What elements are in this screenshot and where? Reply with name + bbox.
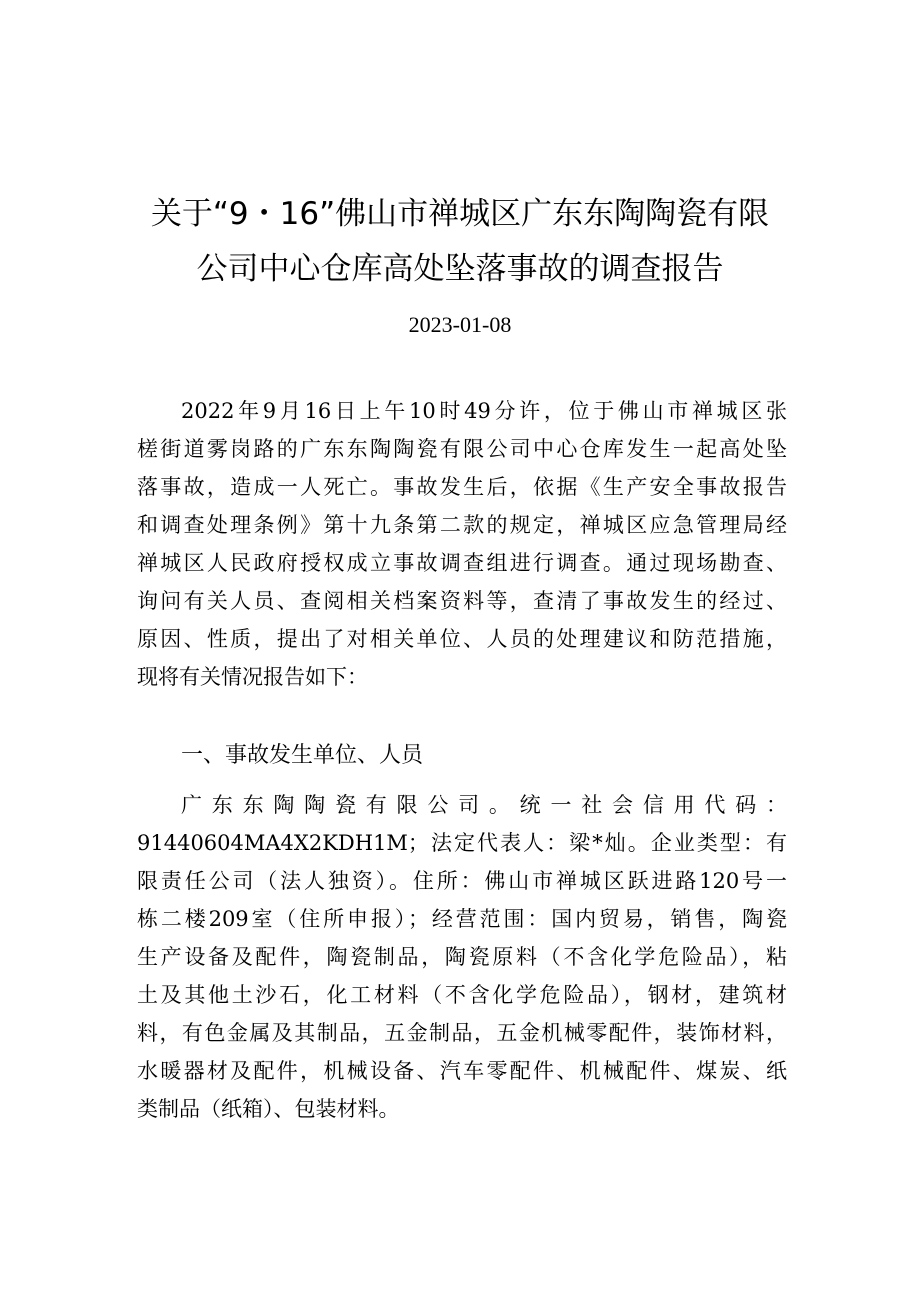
paragraph-line: 土及其他土沙石，化工材料（不含化学危险品），钢材，建筑材 bbox=[137, 983, 787, 1007]
paragraph-line: 生产设备及配件，陶瓷制品，陶瓷原料（不含化学危险品），粘 bbox=[137, 945, 787, 969]
document-title-line-1: 关于“9・16”佛山市禅城区广东东陶陶瓷有限 bbox=[150, 196, 770, 232]
intro-paragraph bbox=[137, 392, 787, 696]
paragraph-line: 槎街道雾岗路的广东东陶陶瓷有限公司中心仓库发生一起高处坠 bbox=[137, 437, 787, 461]
paragraph-line: 询问有关人员、查阅相关档案资料等，查清了事故发生的经过、 bbox=[137, 589, 787, 613]
section-heading: 一、事故发生单位、人员 bbox=[181, 743, 424, 768]
paragraph-line: 91440604MA4X2KDH1M；法定代表人：梁*灿。企业类型：有 bbox=[137, 831, 787, 855]
paragraph-line: 现将有关情况报告如下： bbox=[137, 665, 368, 689]
paragraph-line: 禅城区人民政府授权成立事故调查组进行调查。通过现场勘查、 bbox=[137, 551, 787, 575]
paragraph-line: 水暖器材及配件，机械设备、汽车零配件、机械配件、煤炭、纸 bbox=[137, 1059, 787, 1083]
paragraph-line: 栋二楼209室（住所申报）；经营范围：国内贸易，销售，陶瓷 bbox=[137, 907, 787, 931]
paragraph-line: 2022年9月16日上午10时49分许，位于佛山市禅城区张 bbox=[181, 399, 787, 423]
document-title-line-2: 公司中心仓库高处坠落事故的调查报告 bbox=[196, 251, 724, 287]
paragraph-line: 原因、性质，提出了对相关单位、人员的处理建议和防范措施， bbox=[137, 627, 787, 651]
paragraph-line: 广东东陶陶瓷有限公司。统一社会信用代码： bbox=[181, 793, 787, 817]
paragraph-line: 类制品（纸箱）、包装材料。 bbox=[137, 1097, 400, 1121]
paragraph-line: 限责任公司（法人独资）。住所：佛山市禅城区跃进路120号一 bbox=[137, 869, 787, 893]
paragraph-line: 落事故，造成一人死亡。事故发生后，依据《生产安全事故报告 bbox=[137, 475, 787, 499]
paragraph-line: 和调查处理条例》第十九条第二款的规定，禅城区应急管理局经 bbox=[137, 513, 787, 537]
document-date: 2023-01-08 bbox=[408, 312, 512, 337]
company-paragraph bbox=[137, 786, 787, 1128]
paragraph-line: 料，有色金属及其制品，五金制品，五金机械零配件，装饰材料， bbox=[137, 1021, 787, 1045]
